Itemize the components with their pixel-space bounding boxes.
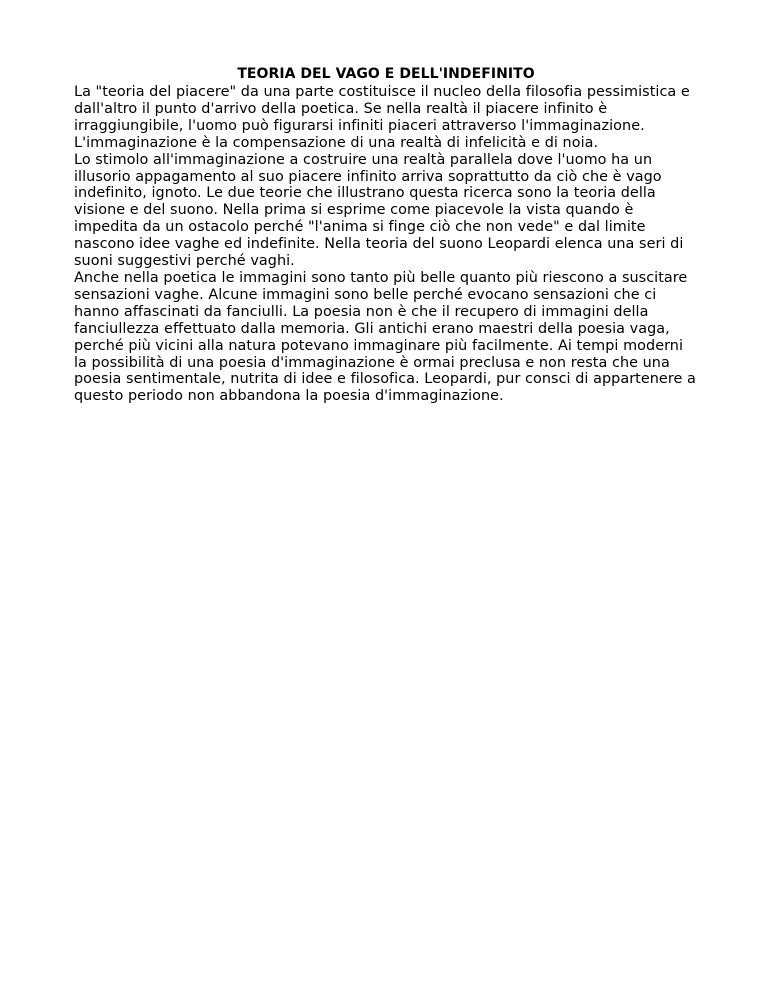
paragraph-vision-and-sound: Lo stimolo all'immaginazione a costruire una realtà parallela dove l'uomo ha un illusorio appagamento al suo piacere infinito arriva soprattutto da ciò che è vago indefinito, ignoto. Le due teorie che illustrano questa ricerca sono la teoria della visione e del suono. Nella prima si esprime come piacevole la vista quando è impedita da un ostacolo perché "l'anima si finge ciò che non vede" e dal limite nascono idee vaghe ed indefinite. Nella teoria del suono Leopardi elenca una seri di suoni suggestivi perché vaghi. [74,151,684,270]
paragraph-poetics: Anche nella poetica le immagini sono tanto più belle quanto più riescono a suscitare sensazioni vaghe. Alcune immagini sono belle perché evocano sensazioni che ci hanno affascinati da fanciulli. La poesia non è che il recupero di immagini della fanciullezza effettuato dalla memoria. Gli antichi erano maestri della poesia vaga, perché più vicini alla natura potevano immaginare più facilmente. Ai tempi moderni la possibilità di una poesia d'immaginazione è ormai preclusa e non resta che una poesia sentimentale, nutrita di idee e filosofica. Leopardi, pur consci di appartenere a questo periodo non abbandona la poesia d'immaginazione. [74,269,696,405]
paragraph-theory-of-pleasure: La "teoria del piacere" da una parte costituisce il nucleo della filosofia pessimistica e dall'altro il punto d'arrivo della poetica. Se nella realtà il piacere infinito è irraggiungibile, l'uomo può figurarsi infiniti piaceri attraverso l'immaginazione. L'immaginazione è la compensazione di una realtà di infelicità e di noia. [74,84,690,151]
document-page [74,66,698,405]
document-title: TEORIA DEL VAGO E DELL'INDEFINITO [237,66,535,82]
